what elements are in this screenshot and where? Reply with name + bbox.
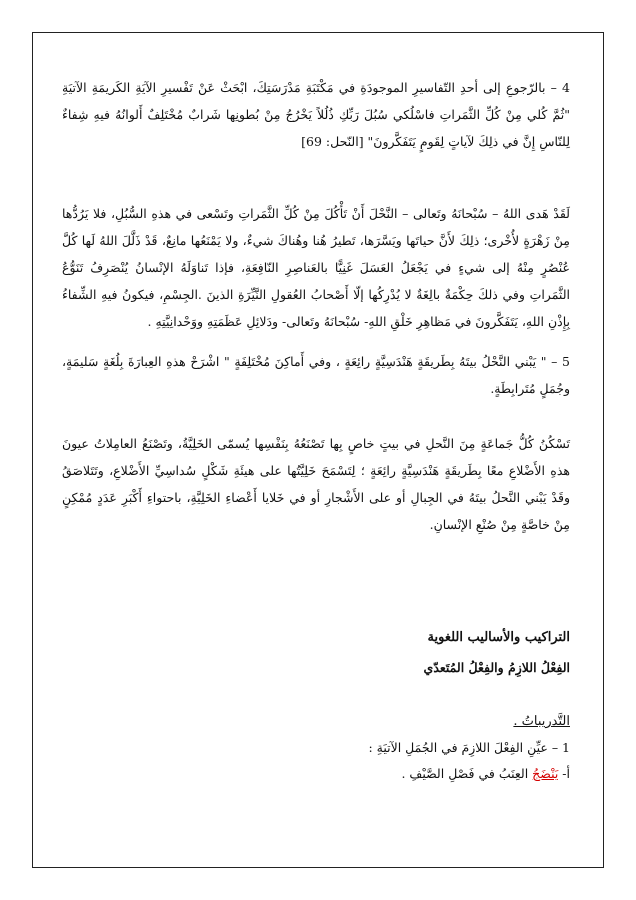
exercise-item-a [62, 766, 570, 781]
paragraph-question-5: 5 – " يَبْني النَّحْلُ بيتَهُ بِطَريقَةٍ هَنْدَسِيَّةٍ رائِعَةٍ ، وفي أَماكِنَ مُخْتَلِفَةٍ " اشْرَحْ هذهِ العِبارَةَ بِلُغَةٍ سَليمَةٍ، وجُمَلٍ مُتَرابِطَةٍ. [62, 354, 570, 396]
exercise-item-a-rest: العِنَبُ في فَصْلِ الصَّيْفِ . [401, 766, 533, 781]
paragraph-hive-description: تَسْكُنُ كُلُّ جَماعَةٍ مِنَ النَّحلِ في بيتٍ خاصٍ بِها تَصْنَعُهُ بِنَفْسِها يُسمّى الخَلِيَّةُ، وتَصْنَعُ العامِلاتُ عيونَ هذهِ الأَضْلاعِ معًا بِطَريقَةٍ هَنْدَسِيَّةٍ رائِعَةٍ ؛ لِتَسْمَحَ خَلِيَّتُها على هيئَةِ شَكْلٍ سُداسِيِّ الأَضْلاعِ، وتَتَلاصَقُ وقَدْ يَبْني النَّحلُ بيتَهُ في الجِبالِ أو على الأَشْجارِ أو في خَلايا أَعْضاءِ الخَلِيَّةِ، باحتواءِ أَكْبَرِ عَدَدٍ مُمْكِنٍ مِنْ خاصَّةٍ مِنْ صُنْعِ الإنْسانِ. [62, 436, 570, 532]
exercise-item-a-prefix: أ- [558, 766, 570, 781]
highlighted-verb: يَنْضَجُ [532, 766, 559, 781]
section-heading-verbs: الفِعْلُ اللازِمُ والفِعْلُ المُتَعدّي [423, 660, 570, 675]
exercise-item-1: 1 – عيِّنِ الفِعْلَ اللازِمَ في الجُمَلِ الآتيَةِ : [368, 740, 570, 755]
section-heading-exercises: التَّدريباتُ . [513, 714, 570, 729]
section-heading-structures: التراكيب والأساليب اللغوية [427, 630, 570, 645]
paragraph-bee-guidance: لَقَدْ هَدى اللهُ – سُبْحانَهُ وتَعالى – النَّحْلَ أَنْ تَأْكُلَ مِنْ كُلِّ الثَّمَراتِ وتَسْعى في هذهِ السُّبُلِ، فلا يَرُدُّها مِنْ زَهْرَةٍ لأُخْرى؛ ذلِكَ لأَنَّ حياتَها ويَسَّرَها، تَطيرُ هُنا وهُناكَ شيءٌ، ولا يَمْنَعُها مانِعٌ، قَدْ ذَلَّلَ اللهُ لَها كُلَّ عُنْصُرٍ مِنْهُ إلى شيءٍ في يَجْعَلُ العَسَلَ غَنِيًّا بالعَناصِرِ النّافِعَةِ، فإذا تَناوَلَهُ الإنْسانُ يُنْصَرِفُ تَنَوُّعُ الثَّمَراتِ وفي ذلكَ حِكْمَةٌ بالِغَةٌ لا يُدْرِكُها إلّا أَصْحابُ العُقولِ النَّيِّرَةِ الذينَ .الجِسْمِ، فيكونُ فيهِ الشِّفاءُ بِإِذْنِ اللهِ، يَتَفَكَّرونَ في مَظاهِرِ خَلْقِ اللهِ- سُبْحانَهُ وتَعالى- ودَلائِلِ عَظَمَتِهِ ووَحْدانِيَّتِهِ . [62, 206, 570, 329]
paragraph-question-4: 4 – بالرّجوعِ إلى أحدِ التّفاسيرِ الموجودَةِ في مَكْتَبَةِ مَدْرَسَتِكَ، ابْحَثْ عَنْ تَفْسيرِ الآيَةِ الكَريمَةِ الآتيَةِ "ثُمَّ كُلي مِنْ كُلِّ الثَّمَراتِ فاسْلُكي سُبُلَ رَبِّكِ ذُلُلاً يَخْرُجُ مِنْ بُطونِها شَرابٌ مُخْتَلِفٌ أَلوانُهُ فيهِ شِفاءٌ لِلنّاسِ إِنَّ في ذلِكَ لآياتٍ لِقَومٍ يَتَفَكَّرونَ" [النّحل: 69] [62, 80, 570, 149]
document-body [62, 62, 570, 862]
